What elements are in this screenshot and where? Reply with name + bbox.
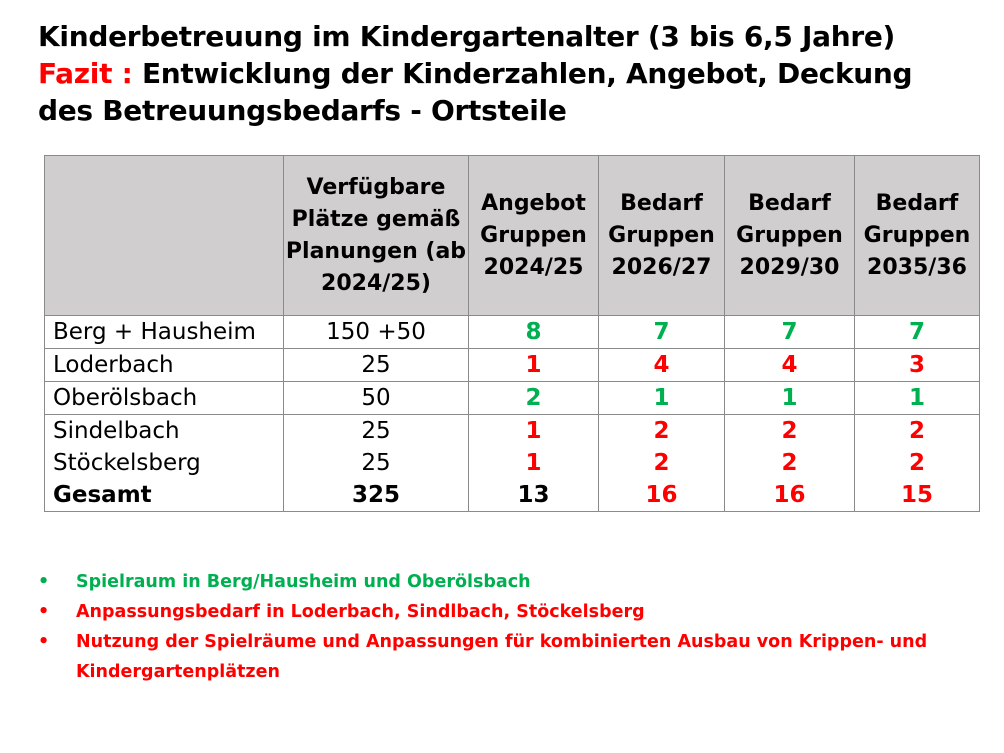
- table-row: [45, 415, 980, 448]
- childcare-table: [44, 155, 980, 512]
- list-item: [38, 627, 938, 687]
- table-row-total: [45, 479, 980, 512]
- row-need-2029: 2: [725, 415, 855, 448]
- row-need-2029: 2: [725, 447, 855, 479]
- row-need-2035: 1: [855, 382, 980, 415]
- fazit-label: Fazit :: [38, 57, 133, 90]
- row-name: Sindelbach: [45, 415, 284, 448]
- row-need-2026: 2: [599, 447, 725, 479]
- title-line-2: [38, 55, 988, 92]
- header-need-2035: Bedarf Gruppen 2035/36: [855, 156, 980, 316]
- row-name: Loderbach: [45, 349, 284, 382]
- header-need-2026: Bedarf Gruppen 2026/27: [599, 156, 725, 316]
- list-item-text: Anpassungsbedarf in Loderbach, Sindlbach, Stöckelsberg: [76, 602, 645, 622]
- row-need-2026: 16: [599, 479, 725, 512]
- row-name: Gesamt: [45, 479, 284, 512]
- list-item-text: Spielraum in Berg/Hausheim und Oberölsbach: [76, 572, 531, 592]
- row-offer: 2: [469, 382, 599, 415]
- table-row: [45, 447, 980, 479]
- header-offer-2024: Angebot Gruppen 2024/25: [469, 156, 599, 316]
- title-line-2-text: Entwicklung der Kinderzahlen, Angebot, Deckung: [132, 57, 913, 90]
- row-need-2029: 16: [725, 479, 855, 512]
- header-location: [45, 156, 284, 316]
- list-item: [38, 567, 938, 597]
- row-need-2026: 1: [599, 382, 725, 415]
- table-header-row: [45, 156, 980, 316]
- table-row: [45, 349, 980, 382]
- row-places: 25: [284, 349, 469, 382]
- header-need-2029: Bedarf Gruppen 2029/30: [725, 156, 855, 316]
- row-name: Oberölsbach: [45, 382, 284, 415]
- title-line-3: des Betreuungsbedarfs - Ortsteile: [38, 94, 567, 127]
- bullet-icon: •: [38, 572, 50, 592]
- row-places: 325: [284, 479, 469, 512]
- conclusion-list: [38, 567, 938, 687]
- row-offer: 1: [469, 415, 599, 448]
- row-need-2029: 1: [725, 382, 855, 415]
- bullet-icon: •: [38, 602, 50, 622]
- header-places: Verfügbare Plätze gemäß Planungen (ab 2024/25): [284, 156, 469, 316]
- title-line-1: Kinderbetreuung im Kindergartenalter (3 bis 6,5 Jahre): [38, 20, 896, 53]
- row-offer: 8: [469, 316, 599, 349]
- row-need-2026: 7: [599, 316, 725, 349]
- row-need-2035: 7: [855, 316, 980, 349]
- row-need-2026: 4: [599, 349, 725, 382]
- table-row: [45, 382, 980, 415]
- row-need-2035: 3: [855, 349, 980, 382]
- row-places: 25: [284, 415, 469, 448]
- row-places: 150 +50: [284, 316, 469, 349]
- row-need-2035: 15: [855, 479, 980, 512]
- slide-title: [38, 18, 988, 129]
- row-offer: 1: [469, 349, 599, 382]
- row-need-2035: 2: [855, 415, 980, 448]
- row-offer: 1: [469, 447, 599, 479]
- list-item-text: Nutzung der Spielräume und Anpassungen für kombinierten Ausbau von Krippen- und Kindergartenplätzen: [76, 632, 928, 682]
- row-places: 25: [284, 447, 469, 479]
- row-name: Berg + Hausheim: [45, 316, 284, 349]
- row-need-2035: 2: [855, 447, 980, 479]
- row-need-2029: 7: [725, 316, 855, 349]
- row-offer: 13: [469, 479, 599, 512]
- row-name: Stöckelsberg: [45, 447, 284, 479]
- table-row: [45, 316, 980, 349]
- bullet-icon: •: [38, 632, 50, 652]
- row-need-2026: 2: [599, 415, 725, 448]
- row-places: 50: [284, 382, 469, 415]
- list-item: [38, 597, 938, 627]
- row-need-2029: 4: [725, 349, 855, 382]
